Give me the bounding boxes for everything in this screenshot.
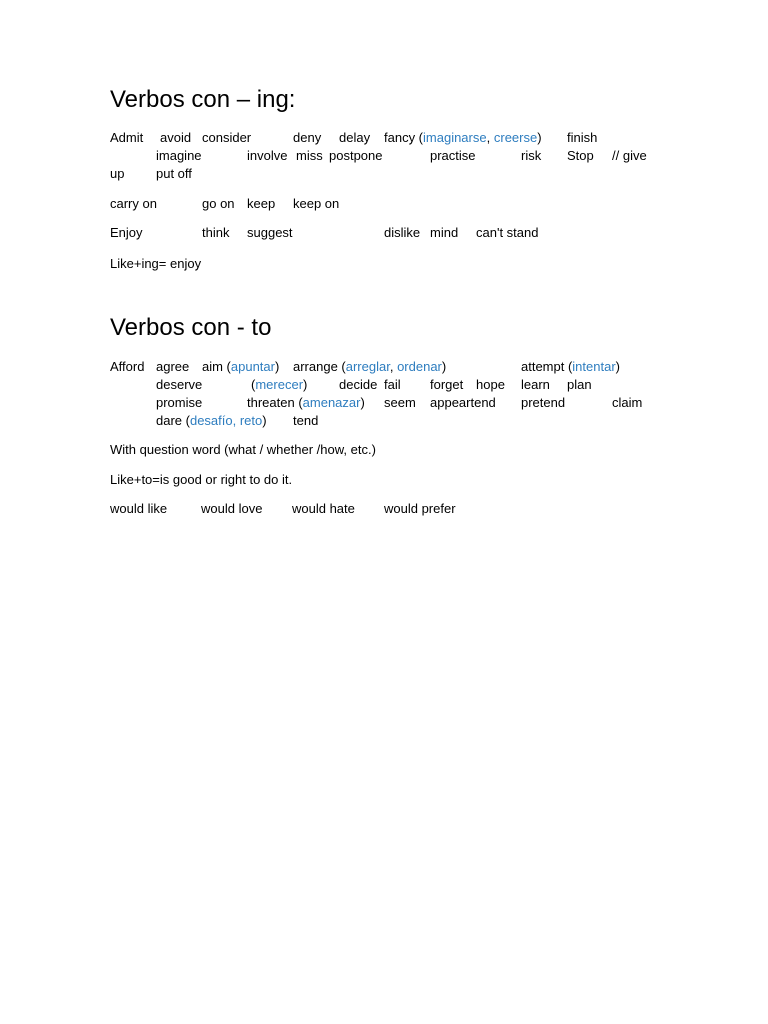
- verb-plan: plan: [567, 377, 592, 392]
- phrase-would-love: would love: [201, 501, 263, 516]
- verb-miss: miss: [296, 148, 323, 163]
- verb-agree: agree: [156, 359, 190, 374]
- verb-cant-stand: can't stand: [476, 225, 539, 240]
- verb-up: up: [110, 166, 125, 181]
- verb-promise: promise: [156, 395, 203, 410]
- verb-risk: risk: [521, 148, 542, 163]
- verb-deny: deny: [293, 130, 322, 145]
- phrase-would-like: would like: [110, 501, 168, 516]
- verb-stop: Stop: [567, 148, 594, 163]
- verb-admit: Admit: [110, 130, 144, 145]
- translation-merecer-group: (merecer): [251, 377, 308, 392]
- translation-imaginarse: imaginarse: [423, 130, 487, 145]
- verb-tend: tend: [293, 413, 319, 428]
- note-like-ing: Like+ing= enjoy: [110, 256, 202, 271]
- section-heading-ing: Verbos con – ing:: [110, 86, 296, 113]
- note-question-word: With question word (what / whether /how, etc.): [110, 442, 376, 457]
- verb-seem: seem: [384, 395, 416, 410]
- verb-enjoy: Enjoy: [110, 225, 143, 240]
- verb-keep: keep: [247, 196, 276, 211]
- verb-dislike: dislike: [384, 225, 421, 240]
- translation-ordenar: ordenar: [397, 359, 442, 374]
- verb-go-on: go on: [202, 196, 235, 211]
- section-heading-to: Verbos con - to: [110, 314, 272, 341]
- phrase-would-prefer: would prefer: [384, 501, 456, 516]
- verb-carry-on: carry on: [110, 196, 157, 211]
- translation-apuntar: apuntar: [230, 359, 275, 374]
- verb-keep-on: keep on: [293, 196, 340, 211]
- translation-amenazar: amenazar: [302, 395, 361, 410]
- verb-hope: hope: [476, 377, 505, 392]
- verb-attempt: attempt (intentar): [521, 359, 621, 374]
- verb-appeartend: appeartend: [430, 395, 496, 410]
- verb-aim: aim (apuntar): [202, 359, 280, 374]
- verb-suggest: suggest: [247, 225, 293, 240]
- verb-learn: learn: [521, 377, 550, 392]
- verb-put-off: put off: [156, 166, 192, 181]
- verb-arrange: arrange (arreglar, ordenar): [293, 359, 447, 374]
- verb-fail: fail: [384, 377, 401, 392]
- verb-avoid: avoid: [160, 130, 192, 145]
- verb-threaten: threaten (amenazar): [247, 395, 365, 410]
- verb-imagine: imagine: [156, 148, 202, 163]
- note-like-to: Like+to=is good or right to do it.: [110, 472, 293, 487]
- verb-finish: finish: [567, 130, 598, 145]
- translation-arreglar: arreglar: [345, 359, 390, 374]
- verb-decide: decide: [339, 377, 378, 392]
- translation-intentar: intentar: [572, 359, 616, 374]
- verb-pretend: pretend: [521, 395, 566, 410]
- verb-deserve: deserve: [156, 377, 203, 392]
- verb-think: think: [202, 225, 230, 240]
- verb-afford: Afford: [110, 359, 145, 374]
- verb-consider: consider: [202, 130, 252, 145]
- verb-postpone: postpone: [329, 148, 383, 163]
- translation-merecer: merecer: [255, 377, 304, 392]
- verb-claim: claim: [612, 395, 643, 410]
- verb-give: // give: [612, 148, 647, 163]
- verb-forget: forget: [430, 377, 464, 392]
- verb-delay: delay: [339, 130, 371, 145]
- verb-fancy: fancy (imaginarse, creerse): [384, 130, 542, 145]
- verb-dare: dare (desafío, reto): [156, 413, 267, 428]
- translation-creerse: creerse: [493, 130, 538, 145]
- verb-involve: involve: [247, 148, 288, 163]
- phrase-would-hate: would hate: [292, 501, 355, 516]
- translation-desafio-reto: desafío, reto: [189, 413, 263, 428]
- verb-practise: practise: [430, 148, 476, 163]
- verb-mind: mind: [430, 225, 459, 240]
